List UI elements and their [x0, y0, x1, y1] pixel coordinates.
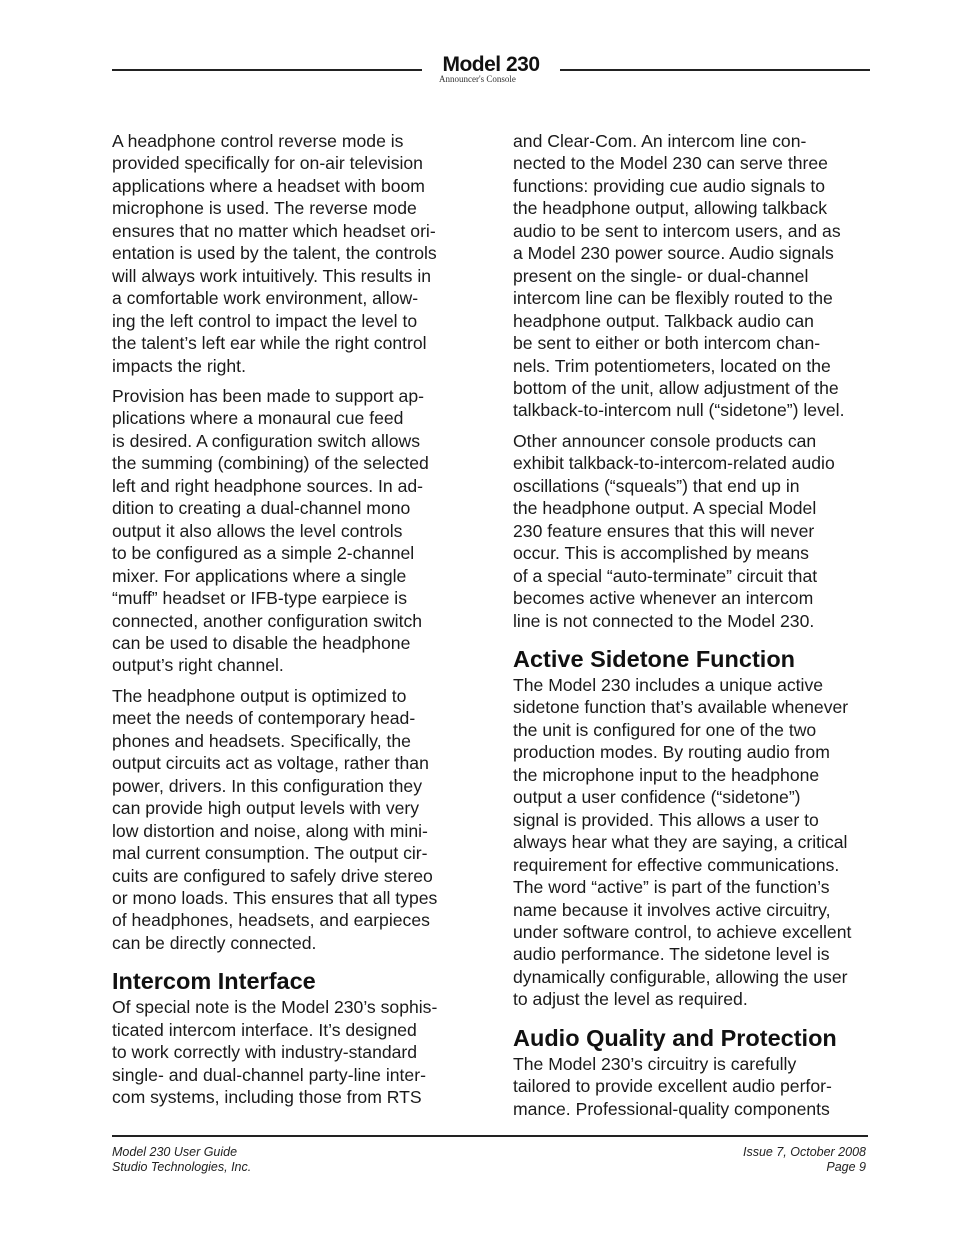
text-line: output’s right channel.: [112, 655, 284, 676]
text-line: ing the left control to impact the level to: [112, 310, 418, 331]
text-line: impacts the right.: [112, 355, 246, 376]
footer-issue: Issue 7, October 2008: [743, 1145, 866, 1159]
text-line: cuits are configured to safely drive stereo: [112, 865, 433, 886]
text-line: dition to creating a dual-channel mono: [112, 498, 411, 519]
text-line: left and right headphone sources. In ad-: [112, 475, 424, 496]
text-line: com systems, including those from RTS: [112, 1087, 422, 1108]
text-line: low distortion and noise, along with mini-: [112, 820, 428, 841]
text-line: the unit is configured for one of the two: [513, 719, 817, 740]
text-line: entation is used by the talent, the controls: [112, 243, 437, 264]
text-line: The word “active” is part of the function’s: [513, 877, 830, 898]
header-logo: [425, 54, 557, 84]
text-line: a comfortable work environment, allow-: [112, 288, 419, 309]
text-line: single- and dual-channel party-line inter-: [112, 1064, 426, 1085]
header-subtitle: Announcer's Console: [439, 74, 516, 84]
footer-left: [112, 1145, 251, 1175]
text-line: The Model 230’s circuitry is carefully: [513, 1053, 797, 1074]
text-line: can be used to disable the headphone: [112, 632, 411, 653]
text-line: nected to the Model 230 can serve three: [513, 153, 828, 174]
text-line: intercom line can be flexibly routed to the: [513, 288, 833, 309]
left-paragraph-3: [112, 685, 474, 954]
text-line: will always work intuitively. This results in: [112, 265, 432, 286]
text-line: microphone is used. The reverse mode: [112, 198, 417, 219]
text-line: the headphone output, allowing talkback: [513, 198, 827, 219]
text-line: ticated intercom interface. It’s designed: [112, 1019, 417, 1040]
text-line: line is not connected to the Model 230.: [513, 610, 815, 631]
text-line: the headphone output. A special Model: [513, 498, 817, 519]
text-line: Of special note is the Model 230’s sophis-: [112, 997, 438, 1018]
text-line: can provide high output levels with very: [112, 798, 420, 819]
text-line: audio performance. The sidetone level is: [513, 944, 830, 965]
text-line: exhibit talkback-to-intercom-related audio: [513, 453, 835, 474]
text-line: be sent to either or both intercom chan-: [513, 333, 821, 354]
text-line: mance. Professional-quality components: [513, 1098, 830, 1119]
text-line: ensures that no matter which headset ori-: [112, 220, 436, 241]
text-line: the talent’s left ear while the right control: [112, 333, 427, 354]
text-line: provided specifically for on-air television: [112, 153, 423, 174]
header-rule-left: [112, 69, 422, 71]
text-line: name because it involves active circuitry,: [513, 899, 831, 920]
text-line: requirement for effective communications.: [513, 854, 840, 875]
text-line: mal current consumption. The output cir-: [112, 843, 428, 864]
text-line: of headphones, headsets, and earpieces: [112, 910, 430, 931]
text-line: tailored to provide excellent audio perfor-: [513, 1076, 832, 1097]
right-column: [513, 130, 879, 1128]
left-paragraph-2: [112, 385, 474, 677]
text-line: output it also allows the level controls: [112, 520, 403, 541]
text-line: nels. Trim potentiometers, located on the: [513, 355, 831, 376]
footer-right: [743, 1145, 866, 1175]
text-line: signal is provided. This allows a user to: [513, 809, 819, 830]
text-line: phones and headsets. Specifically, the: [112, 730, 411, 751]
text-line: headphone output. Talkback audio can: [513, 310, 814, 331]
right-paragraph-4: [513, 1053, 879, 1120]
text-line: audio to be sent to intercom users, and as: [513, 220, 841, 241]
heading-audio-quality: Audio Quality and Protection: [513, 1024, 837, 1051]
text-line: a Model 230 power source. Audio signals: [513, 243, 834, 264]
right-paragraph-2: [513, 430, 879, 632]
text-line: of a special “auto-terminate” circuit that: [513, 565, 818, 586]
header-title: Model 230: [442, 53, 540, 76]
text-line: The Model 230 includes a unique active: [513, 674, 824, 695]
text-line: sidetone function that’s available whenever: [513, 697, 849, 718]
text-line: can be directly connected.: [112, 932, 317, 953]
text-line: talkback-to-intercom null (“sidetone”) level.: [513, 400, 845, 421]
text-line: under software control, to achieve excellent: [513, 921, 852, 942]
text-line: the summing (combining) of the selected: [112, 453, 429, 474]
text-line: output a user confidence (“sidetone”): [513, 787, 801, 808]
text-line: to be configured as a simple 2-channel: [112, 543, 415, 564]
left-paragraph-1: [112, 130, 474, 377]
text-line: the microphone input to the headphone: [513, 764, 820, 785]
footer-page-number: Page 9: [826, 1160, 866, 1174]
header-rule-right: [560, 69, 870, 71]
text-line: becomes active whenever an intercom: [513, 588, 814, 609]
text-line: A headphone control reverse mode is: [112, 131, 404, 151]
text-line: plications where a monaural cue feed: [112, 408, 404, 429]
text-line: power, drivers. In this configuration they: [112, 775, 423, 796]
footer-company: Studio Technologies, Inc.: [112, 1160, 252, 1174]
text-line: to adjust the level as required.: [513, 989, 748, 1010]
text-line: functions: providing cue audio signals to: [513, 175, 825, 196]
text-line: meet the needs of contemporary head-: [112, 708, 416, 729]
text-line: The headphone output is optimized to: [112, 685, 407, 706]
text-line: present on the single- or dual-channel: [513, 265, 809, 286]
text-line: connected, another configuration switch: [112, 610, 423, 631]
text-line: 230 feature ensures that this will never: [513, 520, 815, 541]
text-line: to work correctly with industry-standard: [112, 1042, 418, 1063]
text-line: “muff” headset or IFB-type earpiece is: [112, 588, 407, 609]
heading-active-sidetone: Active Sidetone Function: [513, 645, 796, 672]
heading-intercom-interface: Intercom Interface: [112, 968, 316, 995]
text-line: output circuits act as voltage, rather than: [112, 753, 429, 774]
text-line: oscillations (“squeals”) that end up in: [513, 475, 800, 496]
text-line: Other announcer console products can: [513, 430, 817, 451]
text-line: Provision has been made to support ap-: [112, 385, 424, 406]
text-line: always hear what they are saying, a critical: [513, 832, 848, 853]
text-line: applications where a headset with boom: [112, 175, 425, 196]
text-line: is desired. A configuration switch allows: [112, 430, 421, 451]
text-line: mixer. For applications where a single: [112, 565, 407, 586]
text-line: production modes. By routing audio from: [513, 742, 830, 763]
left-paragraph-4: [112, 996, 474, 1108]
left-column: [112, 130, 474, 1117]
text-line: dynamically configurable, allowing the user: [513, 966, 848, 987]
text-line: and Clear-Com. An intercom line con-: [513, 131, 807, 151]
right-paragraph-1: [513, 130, 879, 422]
text-line: bottom of the unit, allow adjustment of the: [513, 377, 839, 398]
text-line: occur. This is accomplished by means: [513, 543, 809, 564]
footer-rule: [112, 1135, 868, 1137]
right-paragraph-3: [513, 674, 879, 1011]
text-line: or mono loads. This ensures that all types: [112, 887, 438, 908]
footer-guide-title: Model 230 User Guide: [112, 1145, 238, 1159]
